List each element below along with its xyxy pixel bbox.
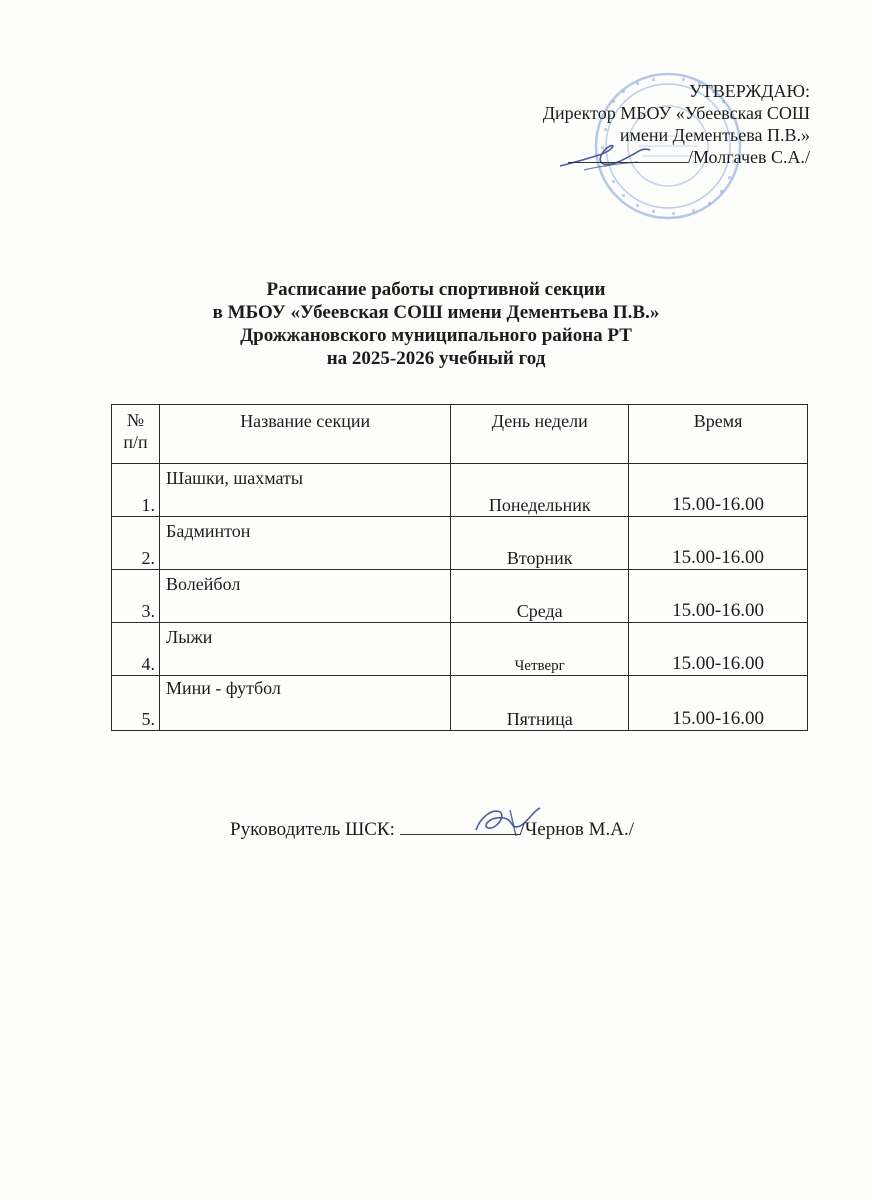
row-section-name-text: Бадминтон [166,521,251,541]
footer-signature-line [400,818,520,835]
row-time: 15.00-16.00 [629,464,808,517]
row-section-name [160,464,451,517]
director-signature-line [568,148,688,163]
row-weekday: Понедельник [451,464,629,517]
title-line-2: в МБОУ «Убеевская СОШ имени Дементьева П.В.» [212,302,660,323]
row-weekday: Вторник [451,517,629,570]
row-weekday: Среда [451,570,629,623]
document-title [0,278,872,370]
header-number [112,405,160,464]
row-section-name-text: Волейбол [166,574,241,594]
title-line-4: на 2025-2026 учебный год [326,348,546,369]
row-section-name-text: Шашки, шахматы [166,468,304,488]
row-time: 15.00-16.00 [629,517,808,570]
table-row [112,570,808,623]
row-number: 1. [112,464,160,517]
table-row [112,623,808,676]
row-time: 15.00-16.00 [629,676,808,731]
approval-heading: УТВЕРЖДАЮ: [688,81,810,101]
header-number-label: п/п [123,432,148,452]
row-time: 15.00-16.00 [629,570,808,623]
table-row [112,517,808,570]
approval-block [480,80,810,168]
approval-school-name: имени Дементьева П.В.» [619,125,810,145]
title-line-1: Расписание работы спортивной секции [266,279,606,300]
header-number-symbol: № [126,410,145,430]
row-section-name [160,676,451,731]
header-weekday: День недели [451,405,629,464]
approval-position: Директор МБОУ «Убеевская СОШ [542,103,810,123]
row-section-name-text: Мини - футбол [166,678,281,698]
approval-signature-row [480,146,810,168]
row-section-name [160,623,451,676]
header-section-name: Название секции [160,405,451,464]
row-section-name-text: Лыжи [166,627,213,647]
title-line-3: Дрожжановского муниципального района РТ [240,325,632,346]
row-weekday: Четверг [451,623,629,676]
footer-label: Руководитель ШСК: [230,819,395,840]
row-section-name [160,570,451,623]
table-row [112,676,808,731]
row-number: 2. [112,517,160,570]
footer-signature-row [230,818,634,841]
row-time: 15.00-16.00 [629,623,808,676]
row-number: 4. [112,623,160,676]
footer-name: /Чернов М.А./ [519,819,634,840]
header-time: Время [629,405,808,464]
row-section-name [160,517,451,570]
schedule-table [111,404,808,731]
row-number: 3. [112,570,160,623]
row-weekday: Пятница [451,676,629,731]
row-number: 5. [112,676,160,731]
table-header-row [112,405,808,464]
director-name: /Молгачев С.А./ [687,147,810,167]
table-row [112,464,808,517]
